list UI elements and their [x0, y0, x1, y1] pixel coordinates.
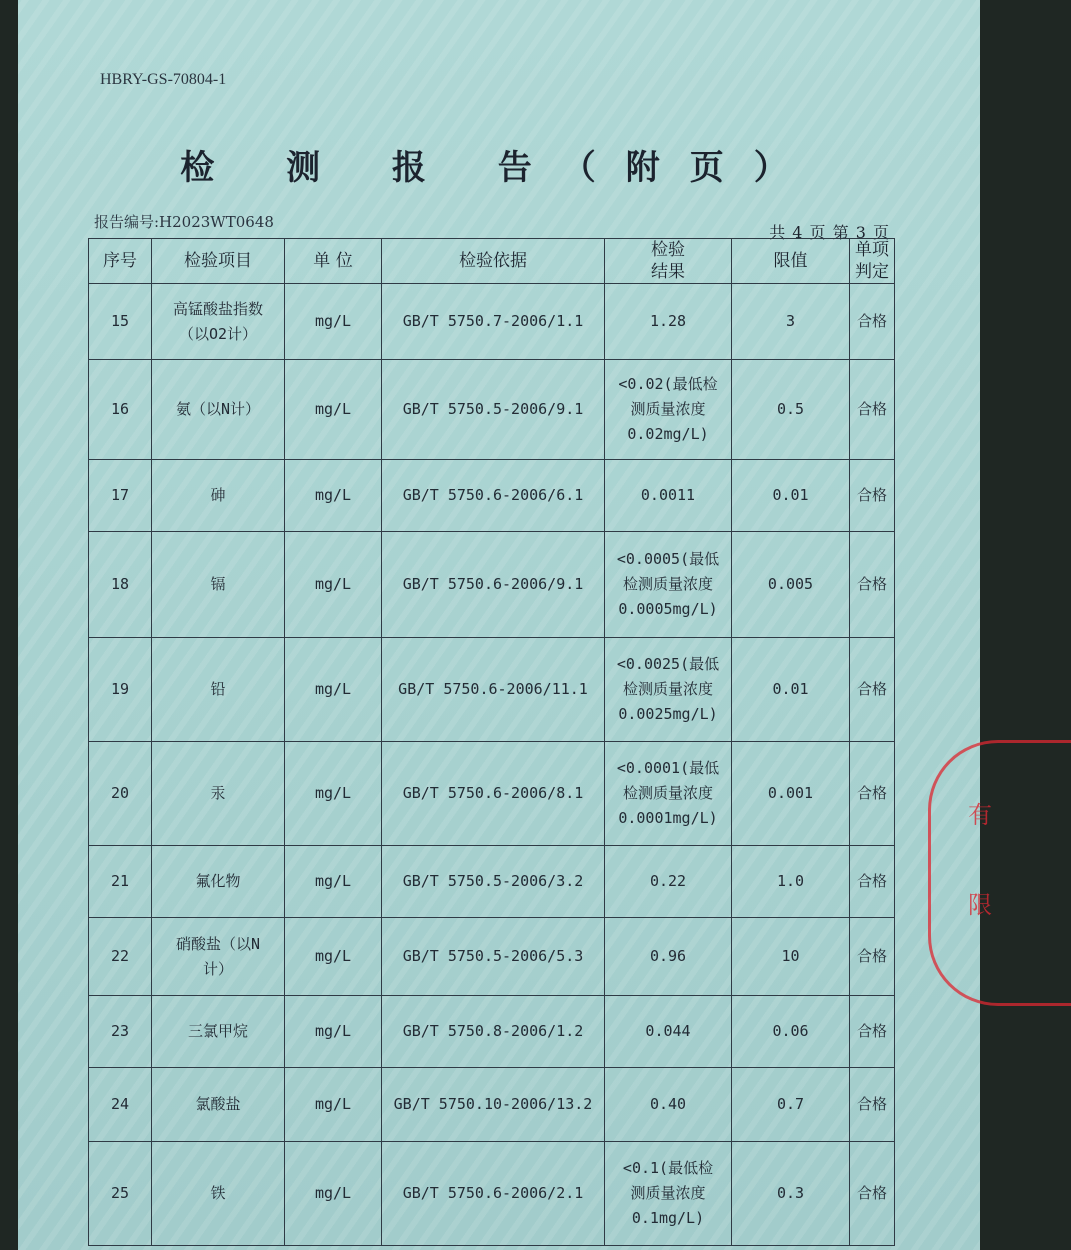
cell-item — [152, 996, 285, 1068]
cell-result-line: 0.0005mg/L) — [618, 600, 718, 618]
cell-item-line: 铅 — [210, 680, 226, 698]
cell-result — [605, 1068, 732, 1142]
cell-limit: 0.01 — [732, 638, 850, 742]
cell-result — [605, 360, 732, 460]
cell-verdict: 合格 — [850, 532, 895, 638]
cell-unit: mg/L — [285, 1068, 382, 1142]
cell-item-line: 硝酸盐（以N — [175, 934, 261, 953]
cell-no: 22 — [89, 918, 152, 996]
header-verdict — [850, 239, 895, 284]
cell-limit: 0.001 — [732, 742, 850, 846]
cell-unit: mg/L — [285, 284, 382, 360]
cell-verdict: 合格 — [850, 638, 895, 742]
cell-unit: mg/L — [285, 918, 382, 996]
cell-result-line: 0.0001mg/L) — [618, 809, 718, 827]
cell-result-line: 0.044 — [645, 1022, 691, 1040]
cell-item-line: 汞 — [210, 784, 226, 802]
cell-result-line: 测质量浓度 — [630, 400, 706, 418]
table-row — [89, 846, 895, 918]
cell-unit: mg/L — [285, 638, 382, 742]
table-row — [89, 638, 895, 742]
cell-item — [152, 284, 285, 360]
cell-item — [152, 638, 285, 742]
header-result-line2: 结果 — [651, 262, 685, 282]
cell-unit: mg/L — [285, 1142, 382, 1246]
seal-text — [968, 770, 998, 950]
cell-result-line: 0.1mg/L) — [631, 1209, 705, 1227]
cell-limit: 10 — [732, 918, 850, 996]
cell-basis: GB/T 5750.6-2006/2.1 — [382, 1142, 605, 1246]
cell-item — [152, 1142, 285, 1246]
cell-limit: 0.01 — [732, 460, 850, 532]
cell-basis: GB/T 5750.6-2006/8.1 — [382, 742, 605, 846]
table-header-row — [89, 239, 895, 284]
cell-basis: GB/T 5750.6-2006/6.1 — [382, 460, 605, 532]
cell-limit: 0.5 — [732, 360, 850, 460]
cell-item-line: （以O2计） — [178, 324, 258, 343]
cell-result — [605, 638, 732, 742]
cell-result — [605, 846, 732, 918]
report-number: 报告编号:H2023WT0648 — [94, 213, 274, 231]
header-verdict-line2: 判定 — [855, 262, 889, 282]
seal-char-2: 限 — [968, 891, 992, 919]
cell-item-line: 高锰酸盐指数 — [172, 299, 263, 318]
cell-no: 16 — [89, 360, 152, 460]
cell-result-line: 检测质量浓度 — [622, 784, 713, 802]
header-verdict-line1: 单项 — [855, 240, 889, 260]
table-row — [89, 1142, 895, 1246]
cell-item-line: 铁 — [210, 1184, 226, 1202]
cell-item-line: 计） — [202, 959, 233, 978]
page-indicator: 共 4 页 第 3 页 — [769, 223, 890, 242]
table-row — [89, 532, 895, 638]
cell-no: 20 — [89, 742, 152, 846]
cell-result — [605, 284, 732, 360]
cell-result — [605, 1142, 732, 1246]
cell-result-line: <0.0005(最低 — [616, 550, 720, 568]
table-row — [89, 918, 895, 996]
cell-no: 19 — [89, 638, 152, 742]
cell-limit: 1.0 — [732, 846, 850, 918]
cell-result-line: <0.0025(最低 — [616, 655, 720, 673]
header-limit: 限值 — [732, 239, 850, 284]
seal-char-1: 有 — [968, 801, 992, 829]
cell-no: 23 — [89, 996, 152, 1068]
cell-item-line: 镉 — [210, 575, 226, 593]
cell-verdict: 合格 — [850, 1068, 895, 1142]
cell-result-line: 测质量浓度 — [630, 1184, 706, 1202]
cell-verdict: 合格 — [850, 284, 895, 360]
cell-no: 15 — [89, 284, 152, 360]
cell-no: 21 — [89, 846, 152, 918]
cell-result-line: 0.40 — [649, 1095, 687, 1113]
cell-verdict: 合格 — [850, 360, 895, 460]
cell-verdict: 合格 — [850, 846, 895, 918]
header-no: 序号 — [89, 239, 152, 284]
page-title: 检 测 报 告（附页） — [180, 148, 818, 188]
cell-result-line: 0.0025mg/L) — [618, 705, 718, 723]
header-result — [605, 239, 732, 284]
cell-basis: GB/T 5750.5-2006/3.2 — [382, 846, 605, 918]
cell-result-line: 0.02mg/L) — [627, 425, 709, 443]
cell-limit: 0.06 — [732, 996, 850, 1068]
cell-item — [152, 532, 285, 638]
report-page — [18, 0, 992, 1250]
cell-no: 25 — [89, 1142, 152, 1246]
cell-result — [605, 742, 732, 846]
cell-item — [152, 360, 285, 460]
cell-item-line: 砷 — [210, 486, 226, 504]
cell-unit: mg/L — [285, 996, 382, 1068]
cell-result-line: <0.1(最低检 — [622, 1159, 714, 1177]
cell-result-line: 0.22 — [649, 872, 687, 890]
cell-no: 24 — [89, 1068, 152, 1142]
cell-item — [152, 1068, 285, 1142]
cell-unit: mg/L — [285, 360, 382, 460]
cell-item-line: 氨（以N计） — [175, 400, 261, 418]
cell-result-line: 0.96 — [649, 947, 687, 965]
cell-item — [152, 846, 285, 918]
cell-verdict: 合格 — [850, 1142, 895, 1246]
cell-unit: mg/L — [285, 532, 382, 638]
cell-basis: GB/T 5750.7-2006/1.1 — [382, 284, 605, 360]
cell-unit: mg/L — [285, 846, 382, 918]
cell-result-line: 检测质量浓度 — [622, 575, 713, 593]
cell-limit: 0.3 — [732, 1142, 850, 1246]
header-basis: 检验依据 — [382, 239, 605, 284]
cell-result-line: <0.0001(最低 — [616, 759, 720, 777]
test-results-table — [88, 238, 895, 1246]
cell-result — [605, 918, 732, 996]
cell-item — [152, 742, 285, 846]
header-result-line1: 检验 — [651, 240, 685, 260]
cell-limit: 0.7 — [732, 1068, 850, 1142]
cell-unit: mg/L — [285, 742, 382, 846]
cell-result — [605, 996, 732, 1068]
table-row — [89, 284, 895, 360]
cell-verdict: 合格 — [850, 996, 895, 1068]
cell-limit: 0.005 — [732, 532, 850, 638]
header-unit: 单 位 — [285, 239, 382, 284]
table-row — [89, 360, 895, 460]
cell-result-line: 1.28 — [649, 312, 687, 330]
cell-item — [152, 918, 285, 996]
cell-item-line: 氟化物 — [195, 872, 241, 890]
cell-unit: mg/L — [285, 460, 382, 532]
cell-basis: GB/T 5750.6-2006/9.1 — [382, 532, 605, 638]
cell-basis: GB/T 5750.5-2006/9.1 — [382, 360, 605, 460]
table-row — [89, 460, 895, 532]
cell-basis: GB/T 5750.10-2006/13.2 — [382, 1068, 605, 1142]
cell-no: 18 — [89, 532, 152, 638]
table-row — [89, 1068, 895, 1142]
cell-limit: 3 — [732, 284, 850, 360]
cell-item-line: 三氯甲烷 — [187, 1022, 248, 1040]
cell-item — [152, 460, 285, 532]
cell-verdict: 合格 — [850, 742, 895, 846]
header-item: 检验项目 — [152, 239, 285, 284]
cell-result-line: 0.0011 — [640, 486, 696, 504]
cell-item-line: 氯酸盐 — [195, 1095, 241, 1113]
cell-basis: GB/T 5750.5-2006/5.3 — [382, 918, 605, 996]
cell-verdict: 合格 — [850, 918, 895, 996]
table-row — [89, 996, 895, 1068]
cell-result-line: <0.02(最低检 — [618, 375, 718, 393]
cell-basis: GB/T 5750.8-2006/1.2 — [382, 996, 605, 1068]
cell-verdict: 合格 — [850, 460, 895, 532]
cell-basis: GB/T 5750.6-2006/11.1 — [382, 638, 605, 742]
cell-result — [605, 532, 732, 638]
cell-no: 17 — [89, 460, 152, 532]
cell-result — [605, 460, 732, 532]
table-row — [89, 742, 895, 846]
cell-result-line: 检测质量浓度 — [622, 680, 713, 698]
document-code: HBRY-GS-70804-1 — [100, 71, 227, 88]
red-seal-stamp — [928, 740, 1071, 1006]
